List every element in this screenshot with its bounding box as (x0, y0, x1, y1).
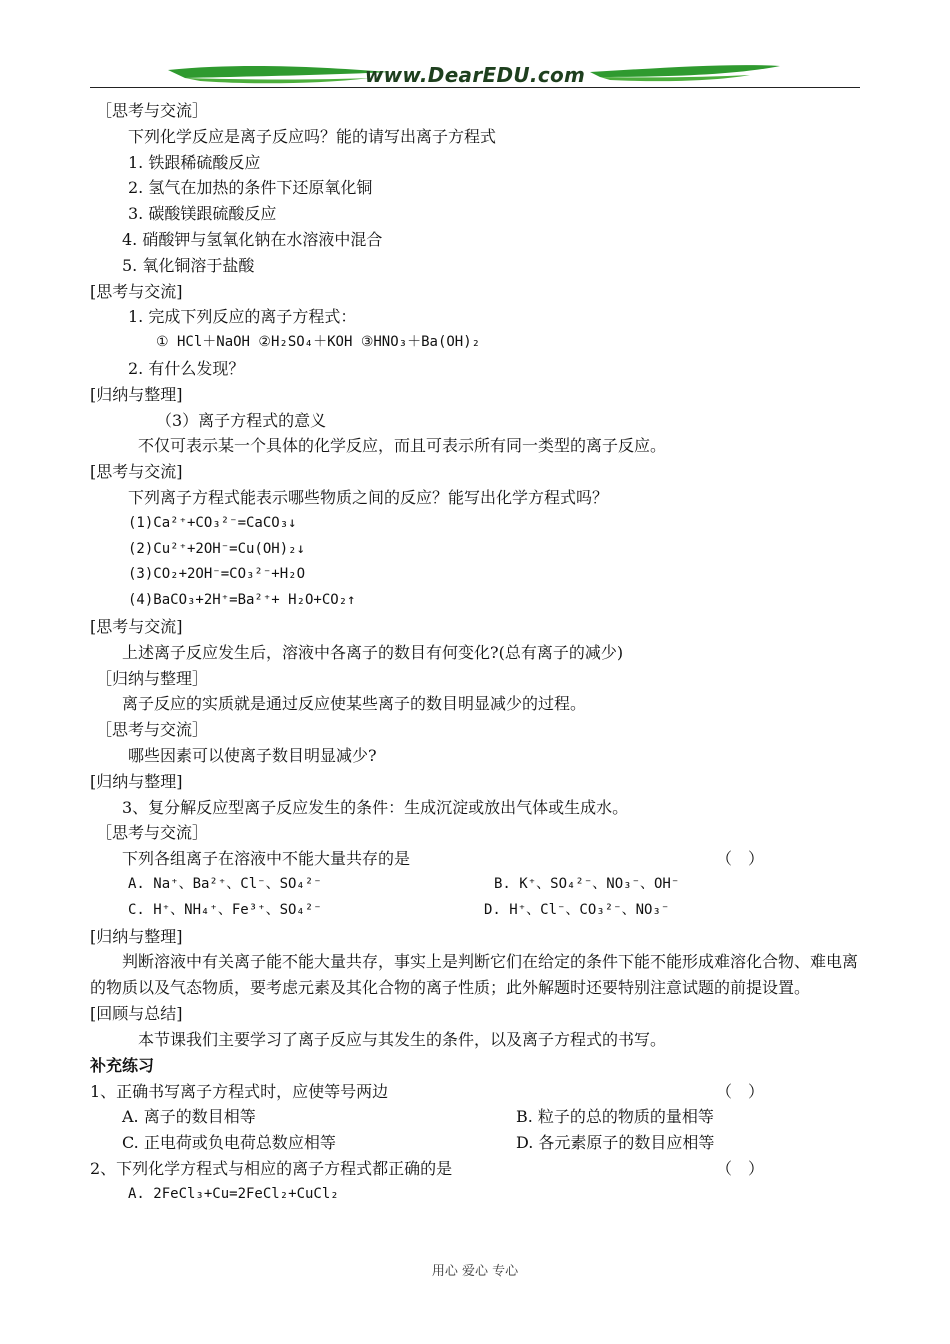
option-c: C. 正电荷或负电荷总数应相等 (122, 1133, 336, 1153)
list-item: 2. 有什么发现？ (128, 358, 245, 378)
question-line (90, 846, 865, 872)
section-label: ［思考与交流］ (96, 101, 209, 120)
section-label: [思考与交流] (90, 462, 183, 482)
option-a: A. Na⁺、Ba²⁺、Cl⁻、SO₄²⁻ (128, 875, 322, 892)
formula-line: (1)Ca²⁺+CO₃²⁻=CaCO₃↓ (128, 514, 297, 531)
option-row (90, 872, 865, 898)
formula-line: (3)CO₂+2OH⁻=CO₃²⁻+H₂O (128, 566, 306, 583)
list-item: 1. 铁跟稀硫酸反应 (128, 152, 261, 172)
option-b: B. K⁺、SO₄²⁻、NO₃⁻、OH⁻ (494, 875, 680, 892)
option-d: D. 各元素原子的数目应相等 (516, 1133, 715, 1153)
page-header (90, 60, 860, 92)
document-body (90, 98, 865, 1208)
option-row (90, 1130, 865, 1156)
option-d: D. H⁺、Cl⁻、CO₃²⁻、NO₃⁻ (484, 901, 670, 918)
section-label: [思考与交流] (90, 616, 183, 636)
section-label: ［归纳与整理］ (96, 668, 209, 688)
option-row (90, 1104, 865, 1130)
question-line (90, 1156, 865, 1182)
text-line: 哪些因素可以使离子数目明显减少? (128, 745, 377, 765)
list-item: 4. 硝酸钾与氢氧化钠在水溶液中混合 (122, 229, 383, 249)
option-c: C. H⁺、NH₄⁺、Fe³⁺、SO₄²⁻ (128, 901, 322, 918)
list-item: 5. 氧化铜溶于盐酸 (122, 255, 255, 275)
list-item: 3. 碳酸镁跟硫酸反应 (128, 204, 277, 224)
question-text: 1、正确书写离子方程式时，应使等号两边 (90, 1081, 389, 1101)
list-item: 1. 完成下列反应的离子方程式： (128, 307, 357, 327)
formula-line: (2)Cu²⁺+2OH⁻=Cu(OH)₂↓ (128, 540, 306, 557)
question-line (90, 1079, 865, 1105)
exercise-heading: 补充练习 (90, 1055, 155, 1075)
text-line: 不仅可表示某一个具体的化学反应，而且可表示所有同一类型的离子反应。 (138, 436, 667, 456)
question-text: 下列各组离子在溶液中不能大量共存的是 (122, 849, 411, 869)
section-label: ［思考与交流］ (96, 823, 209, 843)
section-label: [归纳与整理] (90, 771, 183, 791)
text-line: 上述离子反应发生后，溶液中各离子的数目有何变化?(总有离子的减少) (122, 642, 624, 662)
text-line: 下列化学反应是离子反应吗？能的请写出离子方程式 (128, 126, 497, 146)
answer-blank: （ ） (716, 849, 765, 869)
section-label: [归纳与整理] (90, 384, 183, 404)
text-line: 本节课我们主要学习了离子反应与其发生的条件，以及离子方程式的书写。 (138, 1030, 667, 1050)
option-a: A. 离子的数目相等 (122, 1107, 256, 1127)
paragraph: 判断溶液中有关离子能不能大量共存，事实上是判断它们在给定的条件下能不能形成难溶化合物、难电离的物质以及气态物质，要考虑元素及其化合物的离子性质；此外解题时还要特别注意试题的前提设置。 (90, 952, 859, 998)
header-rule (90, 87, 860, 88)
section-label: [归纳与整理] (90, 926, 183, 946)
subheading: （3）离子方程式的意义 (156, 410, 327, 430)
section-label: ［思考与交流］ (96, 720, 209, 740)
question-text: 2、下列化学方程式与相应的离子方程式都正确的是 (90, 1159, 453, 1179)
page-footer: 用心 爱心 专心 (431, 1264, 519, 1279)
section-label: [思考与交流] (90, 281, 183, 301)
section-label: [回顾与总结] (90, 1004, 183, 1024)
formula-line: (4)BaCO₃+2H⁺=Ba²⁺+ H₂O+CO₂↑ (128, 592, 356, 609)
formula-line: ① HCl＋NaOH ②H₂SO₄＋KOH ③HNO₃＋Ba(OH)₂ (156, 334, 481, 351)
list-item: 2. 氢气在加热的条件下还原氧化铜 (128, 178, 373, 198)
logo-text: www.DearEDU.com (364, 63, 586, 87)
option-a: A. 2FeCl₃+Cu=2FeCl₂+CuCl₂ (128, 1185, 339, 1202)
text-line: 3、复分解反应型离子反应发生的条件：生成沉淀或放出气体或生成水。 (122, 797, 629, 817)
answer-blank: （ ） (716, 1081, 765, 1101)
text-line: 离子反应的实质就是通过反应使某些离子的数目明显减少的过程。 (122, 694, 587, 714)
option-row (90, 898, 865, 924)
answer-blank: （ ） (716, 1159, 765, 1179)
option-b: B. 粒子的总的物质的量相等 (516, 1107, 714, 1127)
text-line: 下列离子方程式能表示哪些物质之间的反应？能写出化学方程式吗？ (128, 487, 609, 507)
